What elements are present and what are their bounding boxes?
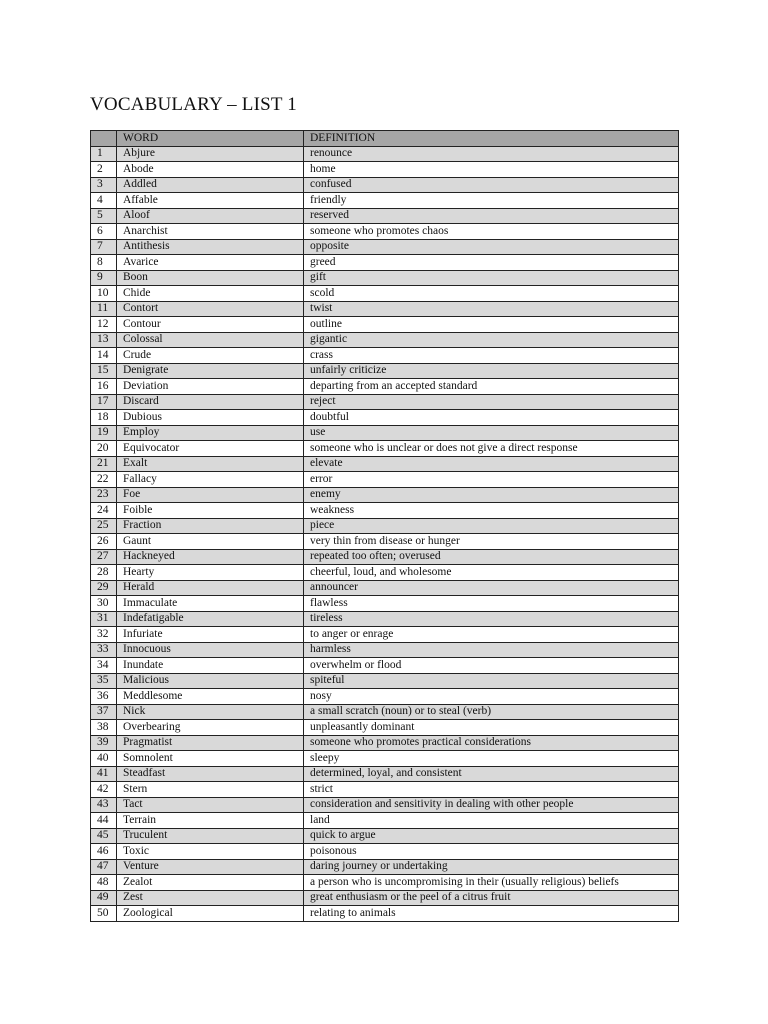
table-row: [91, 208, 679, 224]
table-row: [91, 146, 679, 162]
row-number: 27: [91, 549, 117, 565]
row-number: 39: [91, 735, 117, 751]
row-word: Foe: [117, 487, 304, 503]
row-number: 35: [91, 673, 117, 689]
row-definition: a small scratch (noun) or to steal (verb): [304, 704, 679, 720]
row-word: Truculent: [117, 828, 304, 844]
row-word: Affable: [117, 193, 304, 209]
row-definition: scold: [304, 286, 679, 302]
row-word: Contort: [117, 301, 304, 317]
row-word: Zealot: [117, 875, 304, 891]
table-row: [91, 472, 679, 488]
table-row: [91, 906, 679, 922]
row-definition: very thin from disease or hunger: [304, 534, 679, 550]
row-definition: spiteful: [304, 673, 679, 689]
row-definition: reject: [304, 394, 679, 410]
row-number: 22: [91, 472, 117, 488]
row-number: 38: [91, 720, 117, 736]
row-definition: renounce: [304, 146, 679, 162]
table-row: [91, 875, 679, 891]
table-row: [91, 797, 679, 813]
row-word: Malicious: [117, 673, 304, 689]
table-header-row: [91, 131, 679, 147]
row-word: Infuriate: [117, 627, 304, 643]
table-row: [91, 193, 679, 209]
row-number: 25: [91, 518, 117, 534]
table-row: [91, 518, 679, 534]
row-definition: consideration and sensitivity in dealing with other people: [304, 797, 679, 813]
table-row: [91, 627, 679, 643]
table-body: [91, 146, 679, 921]
row-definition: strict: [304, 782, 679, 798]
table-row: [91, 580, 679, 596]
table-row: [91, 658, 679, 674]
table-row: [91, 177, 679, 193]
row-word: Dubious: [117, 410, 304, 426]
table-row: [91, 270, 679, 286]
row-definition: friendly: [304, 193, 679, 209]
row-word: Pragmatist: [117, 735, 304, 751]
row-number: 6: [91, 224, 117, 240]
row-number: 30: [91, 596, 117, 612]
row-definition: departing from an accepted standard: [304, 379, 679, 395]
header-definition: DEFINITION: [304, 131, 679, 147]
row-number: 20: [91, 441, 117, 457]
row-word: Meddlesome: [117, 689, 304, 705]
table-row: [91, 301, 679, 317]
table-row: [91, 673, 679, 689]
row-word: Stern: [117, 782, 304, 798]
row-number: 23: [91, 487, 117, 503]
table-row: [91, 611, 679, 627]
row-word: Hearty: [117, 565, 304, 581]
table-row: [91, 503, 679, 519]
page-title: VOCABULARY – LIST 1: [90, 94, 298, 115]
row-number: 10: [91, 286, 117, 302]
row-word: Employ: [117, 425, 304, 441]
row-number: 46: [91, 844, 117, 860]
table-row: [91, 565, 679, 581]
row-number: 18: [91, 410, 117, 426]
row-definition: piece: [304, 518, 679, 534]
row-number: 8: [91, 255, 117, 271]
table-row: [91, 394, 679, 410]
row-definition: poisonous: [304, 844, 679, 860]
table-row: [91, 286, 679, 302]
row-number: 9: [91, 270, 117, 286]
row-definition: overwhelm or flood: [304, 658, 679, 674]
table-row: [91, 689, 679, 705]
row-definition: elevate: [304, 456, 679, 472]
row-number: 3: [91, 177, 117, 193]
row-definition: doubtful: [304, 410, 679, 426]
table-row: [91, 534, 679, 550]
row-definition: sleepy: [304, 751, 679, 767]
table-row: [91, 549, 679, 565]
row-number: 42: [91, 782, 117, 798]
row-definition: greed: [304, 255, 679, 271]
row-definition: quick to argue: [304, 828, 679, 844]
row-word: Steadfast: [117, 766, 304, 782]
row-number: 21: [91, 456, 117, 472]
row-number: 17: [91, 394, 117, 410]
table-row: [91, 410, 679, 426]
table-row: [91, 704, 679, 720]
row-definition: great enthusiasm or the peel of a citrus fruit: [304, 890, 679, 906]
row-definition: unpleasantly dominant: [304, 720, 679, 736]
row-word: Anarchist: [117, 224, 304, 240]
row-definition: harmless: [304, 642, 679, 658]
row-definition: someone who promotes chaos: [304, 224, 679, 240]
row-number: 36: [91, 689, 117, 705]
row-number: 24: [91, 503, 117, 519]
row-word: Toxic: [117, 844, 304, 860]
row-number: 13: [91, 332, 117, 348]
row-definition: twist: [304, 301, 679, 317]
row-definition: confused: [304, 177, 679, 193]
table-row: [91, 720, 679, 736]
row-word: Terrain: [117, 813, 304, 829]
row-number: 31: [91, 611, 117, 627]
row-number: 15: [91, 363, 117, 379]
row-number: 28: [91, 565, 117, 581]
row-word: Crude: [117, 348, 304, 364]
table-row: [91, 239, 679, 255]
row-definition: reserved: [304, 208, 679, 224]
row-word: Indefatigable: [117, 611, 304, 627]
table-row: [91, 162, 679, 178]
row-definition: someone who is unclear or does not give a direct response: [304, 441, 679, 457]
row-definition: flawless: [304, 596, 679, 612]
row-word: Abjure: [117, 146, 304, 162]
row-word: Denigrate: [117, 363, 304, 379]
row-definition: gift: [304, 270, 679, 286]
row-word: Abode: [117, 162, 304, 178]
row-number: 33: [91, 642, 117, 658]
row-number: 5: [91, 208, 117, 224]
row-number: 32: [91, 627, 117, 643]
table-row: [91, 332, 679, 348]
row-definition: outline: [304, 317, 679, 333]
row-number: 40: [91, 751, 117, 767]
row-number: 16: [91, 379, 117, 395]
row-definition: land: [304, 813, 679, 829]
row-word: Boon: [117, 270, 304, 286]
row-number: 2: [91, 162, 117, 178]
table-row: [91, 844, 679, 860]
table-row: [91, 596, 679, 612]
table-row: [91, 766, 679, 782]
table-row: [91, 317, 679, 333]
row-number: 41: [91, 766, 117, 782]
row-word: Venture: [117, 859, 304, 875]
row-word: Antithesis: [117, 239, 304, 255]
header-word: WORD: [117, 131, 304, 147]
row-number: 45: [91, 828, 117, 844]
row-definition: nosy: [304, 689, 679, 705]
row-definition: unfairly criticize: [304, 363, 679, 379]
row-word: Fallacy: [117, 472, 304, 488]
row-word: Overbearing: [117, 720, 304, 736]
table-row: [91, 224, 679, 240]
row-number: 34: [91, 658, 117, 674]
row-word: Foible: [117, 503, 304, 519]
table-row: [91, 642, 679, 658]
row-number: 29: [91, 580, 117, 596]
row-word: Equivocator: [117, 441, 304, 457]
row-definition: daring journey or undertaking: [304, 859, 679, 875]
row-number: 26: [91, 534, 117, 550]
row-number: 50: [91, 906, 117, 922]
row-word: Innocuous: [117, 642, 304, 658]
row-definition: to anger or enrage: [304, 627, 679, 643]
table-row: [91, 255, 679, 271]
row-word: Hackneyed: [117, 549, 304, 565]
row-word: Herald: [117, 580, 304, 596]
row-word: Deviation: [117, 379, 304, 395]
table-row: [91, 456, 679, 472]
row-number: 44: [91, 813, 117, 829]
row-number: 48: [91, 875, 117, 891]
row-definition: gigantic: [304, 332, 679, 348]
row-definition: enemy: [304, 487, 679, 503]
row-word: Zest: [117, 890, 304, 906]
row-number: 19: [91, 425, 117, 441]
row-word: Discard: [117, 394, 304, 410]
row-definition: weakness: [304, 503, 679, 519]
row-definition: determined, loyal, and consistent: [304, 766, 679, 782]
row-word: Somnolent: [117, 751, 304, 767]
table-row: [91, 735, 679, 751]
row-word: Avarice: [117, 255, 304, 271]
row-word: Zoological: [117, 906, 304, 922]
table-row: [91, 828, 679, 844]
table-row: [91, 441, 679, 457]
row-definition: repeated too often; overused: [304, 549, 679, 565]
header-number: [91, 131, 117, 147]
table-row: [91, 363, 679, 379]
row-definition: a person who is uncompromising in their (usually religious) beliefs: [304, 875, 679, 891]
row-word: Tact: [117, 797, 304, 813]
row-number: 1: [91, 146, 117, 162]
row-word: Colossal: [117, 332, 304, 348]
table-row: [91, 859, 679, 875]
row-number: 11: [91, 301, 117, 317]
row-word: Immaculate: [117, 596, 304, 612]
row-word: Inundate: [117, 658, 304, 674]
row-word: Aloof: [117, 208, 304, 224]
row-definition: crass: [304, 348, 679, 364]
row-word: Addled: [117, 177, 304, 193]
row-definition: cheerful, loud, and wholesome: [304, 565, 679, 581]
row-word: Chide: [117, 286, 304, 302]
row-number: 4: [91, 193, 117, 209]
table-row: [91, 379, 679, 395]
table-row: [91, 487, 679, 503]
row-definition: opposite: [304, 239, 679, 255]
row-number: 12: [91, 317, 117, 333]
table-row: [91, 890, 679, 906]
row-definition: error: [304, 472, 679, 488]
row-definition: relating to animals: [304, 906, 679, 922]
table-row: [91, 782, 679, 798]
row-number: 43: [91, 797, 117, 813]
table-row: [91, 425, 679, 441]
row-definition: announcer: [304, 580, 679, 596]
row-number: 14: [91, 348, 117, 364]
row-number: 49: [91, 890, 117, 906]
row-word: Nick: [117, 704, 304, 720]
row-number: 47: [91, 859, 117, 875]
table-row: [91, 813, 679, 829]
row-word: Fraction: [117, 518, 304, 534]
row-word: Exalt: [117, 456, 304, 472]
row-word: Contour: [117, 317, 304, 333]
table-row: [91, 348, 679, 364]
row-number: 37: [91, 704, 117, 720]
row-word: Gaunt: [117, 534, 304, 550]
vocabulary-table: [90, 130, 679, 922]
row-definition: someone who promotes practical considerations: [304, 735, 679, 751]
table-row: [91, 751, 679, 767]
row-definition: home: [304, 162, 679, 178]
row-definition: use: [304, 425, 679, 441]
row-definition: tireless: [304, 611, 679, 627]
row-number: 7: [91, 239, 117, 255]
